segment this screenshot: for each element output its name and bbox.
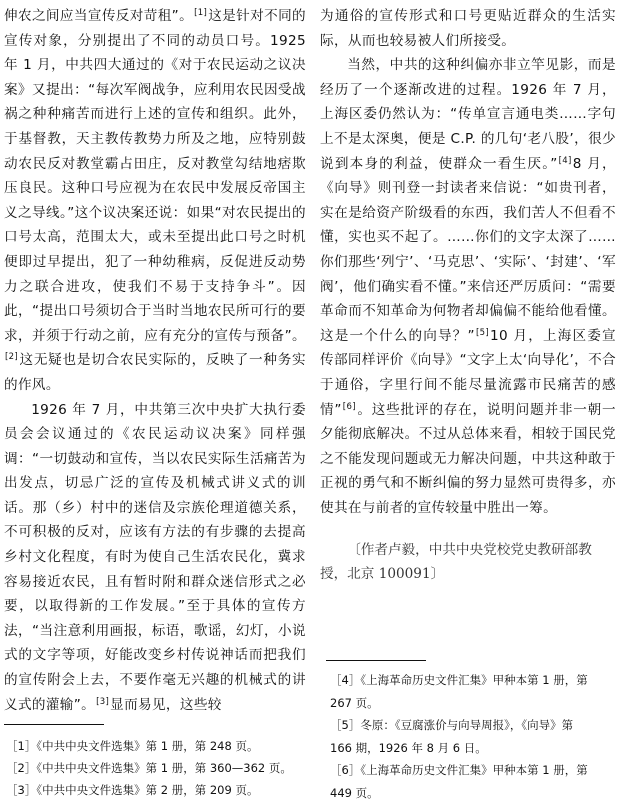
text-run: 8 月，《向导》则刊登一封读者来信说：“如贵刊者，实在是给资产阶级看的东西，我们苦人不但看不懂，实也买不起了。……你们的文字太深了……你们那些‘列宁’、‘马克思’、‘实际’、‘封建’、‘军阀’，他们确实看不懂。”来信还严厉质问：“需要革命而不知革命为何物者却偏偏不能给他看懂。这是一个什么的向导？” <box>320 155 616 344</box>
footnote-3: ［3］《中共中央文件选集》第 2 册，第 209 页。 <box>6 783 259 797</box>
text-run: 10 月，上海区委宣传部同样评价《向导》“文字上太‘向导化’，不合于通俗，字里行间不能尽量流露市民痛苦的感情” <box>320 327 616 418</box>
footnote-4-line-2: 267 页。 <box>330 696 379 710</box>
footnote-4-line-1: ［4］《上海革命历史文件汇集》甲种本第 1 册，第 <box>330 673 588 687</box>
footnote-separator-left <box>4 724 104 725</box>
left-paragraph-2 <box>4 398 306 718</box>
left-paragraph-1 <box>4 4 311 398</box>
footnote-2: ［2］《中共中央文件选集》第 1 册，第 360—362 页。 <box>6 761 292 775</box>
footnote-ref-2[interactable]: [2] <box>5 352 19 363</box>
text-run: 伸农之间应当宣传反对苛租”。 <box>4 8 194 24</box>
footnote-separator-right <box>326 660 426 661</box>
text-run: 1926 年 7 月，中共第三次中央扩大执行委员会会议通过的《农民运动议决案》同样强调：“一切鼓动和宣传，当以农民实际生活痛苦为出发点，切忌广泛的宣传及机械式讲义式的训话。那（乡）村中的迷信及宗族伦理道德关系，不可积极的反对，应该有方法的有步骤的去提高乡村文化程度，有时为使自己生活农民化，冀求容易接近农民，且有暂时附和群众迷信形式之必要，以取得新的工作发展。”至于具体的宣传方法，“当注意利用画报，标语，歌谣，幻灯，小说式的文字等项，好能改变乡村传说神话而把我们的宣传附会上去，不要作毫无兴趣的机械式的讲义式的灌输”。 <box>4 401 306 713</box>
right-column <box>320 4 616 586</box>
footnote-6-line-1: ［6］《上海革命历史文件汇集》甲种本第 1 册，第 <box>330 763 588 777</box>
author-note: 〔作者卢毅，中共中央党校党史教研部教授，北京 100091〕 <box>320 542 592 583</box>
text-run: 当然，中共的这种纠偏亦非立竿见影，而是经历了一个逐渐改进的过程。1926 年 7 月，上海区委仍然认为：“传单宣言通电类……字句上不是太深奥，便是 C.P. 的几句‘老八股’，很少说到本身的利益，使群众一看生厌。” <box>320 57 616 172</box>
footnote-ref-4[interactable]: [4] <box>558 155 572 166</box>
footnote-6-line-2: 449 页。 <box>330 786 379 800</box>
footnote-5-line-1: ［5］冬原：《豆腐涨价与向导周报》，《向导》第 <box>330 718 574 732</box>
footnote-ref-1[interactable]: [1] <box>194 8 208 18</box>
text-run: 。这些批评的存在，说明问题并非一朝一夕能彻底解决。不过从总体来看，相较于国民党之不能发现问题或无力解决问题，中共这种敢于正视的勇气和不断纠偏的努力显然可贵得多，亦使其在与前者的宣传较量中胜出一筹。 <box>320 401 616 516</box>
footnote-1: ［1］《中共中央文件选集》第 1 册，第 248 页。 <box>6 739 259 753</box>
right-paragraph-0: 为通俗的宣传形式和口号更贴近群众的生活实际，从而也较易被人们所接受。 <box>320 8 616 49</box>
text-run: 这是针对不同的宣传对象，分别提出了不同的动员口号。1925 年 1 月，中共四大通过的《对于农民运动之议决案》又提出：“每次军阀战争，应利用农民因受战祸之种种痛苦而进行上述的宣传和组织。此外，于基督教，天主教传教势力所及之地，应特别鼓动农民反对教堂霸占田庄，反对教堂勾结地痞欺压良民。这种口号应视为在农民中发展反帝国主义之导线。”这个议决案还说：如果“对农民提出的口号太高，范围太大，或未至提出此口号之时机便即过早提出，犯了一种幼稚病，反促进反动势力之联合进攻，使我们不易于支持争斗”。因此，“提出口号须切合于当时当地农民所可行的要求，并须于行动之前，应有充分的宣传与预备”。 <box>4 8 311 344</box>
footnote-5-line-2: 166 期，1926 年 8 月 6 日。 <box>330 741 487 755</box>
text-run: 这无疑也是切合农民实际的，反映了一种务实的作风。 <box>4 352 306 393</box>
footnote-ref-6[interactable]: [6] <box>342 401 356 412</box>
text-run: 显而易见，这些较 <box>110 696 222 713</box>
footnote-ref-5[interactable]: [5] <box>475 327 490 338</box>
right-paragraph-1 <box>320 53 616 520</box>
left-column <box>4 4 311 717</box>
footnote-ref-3[interactable]: [3] <box>96 696 110 707</box>
